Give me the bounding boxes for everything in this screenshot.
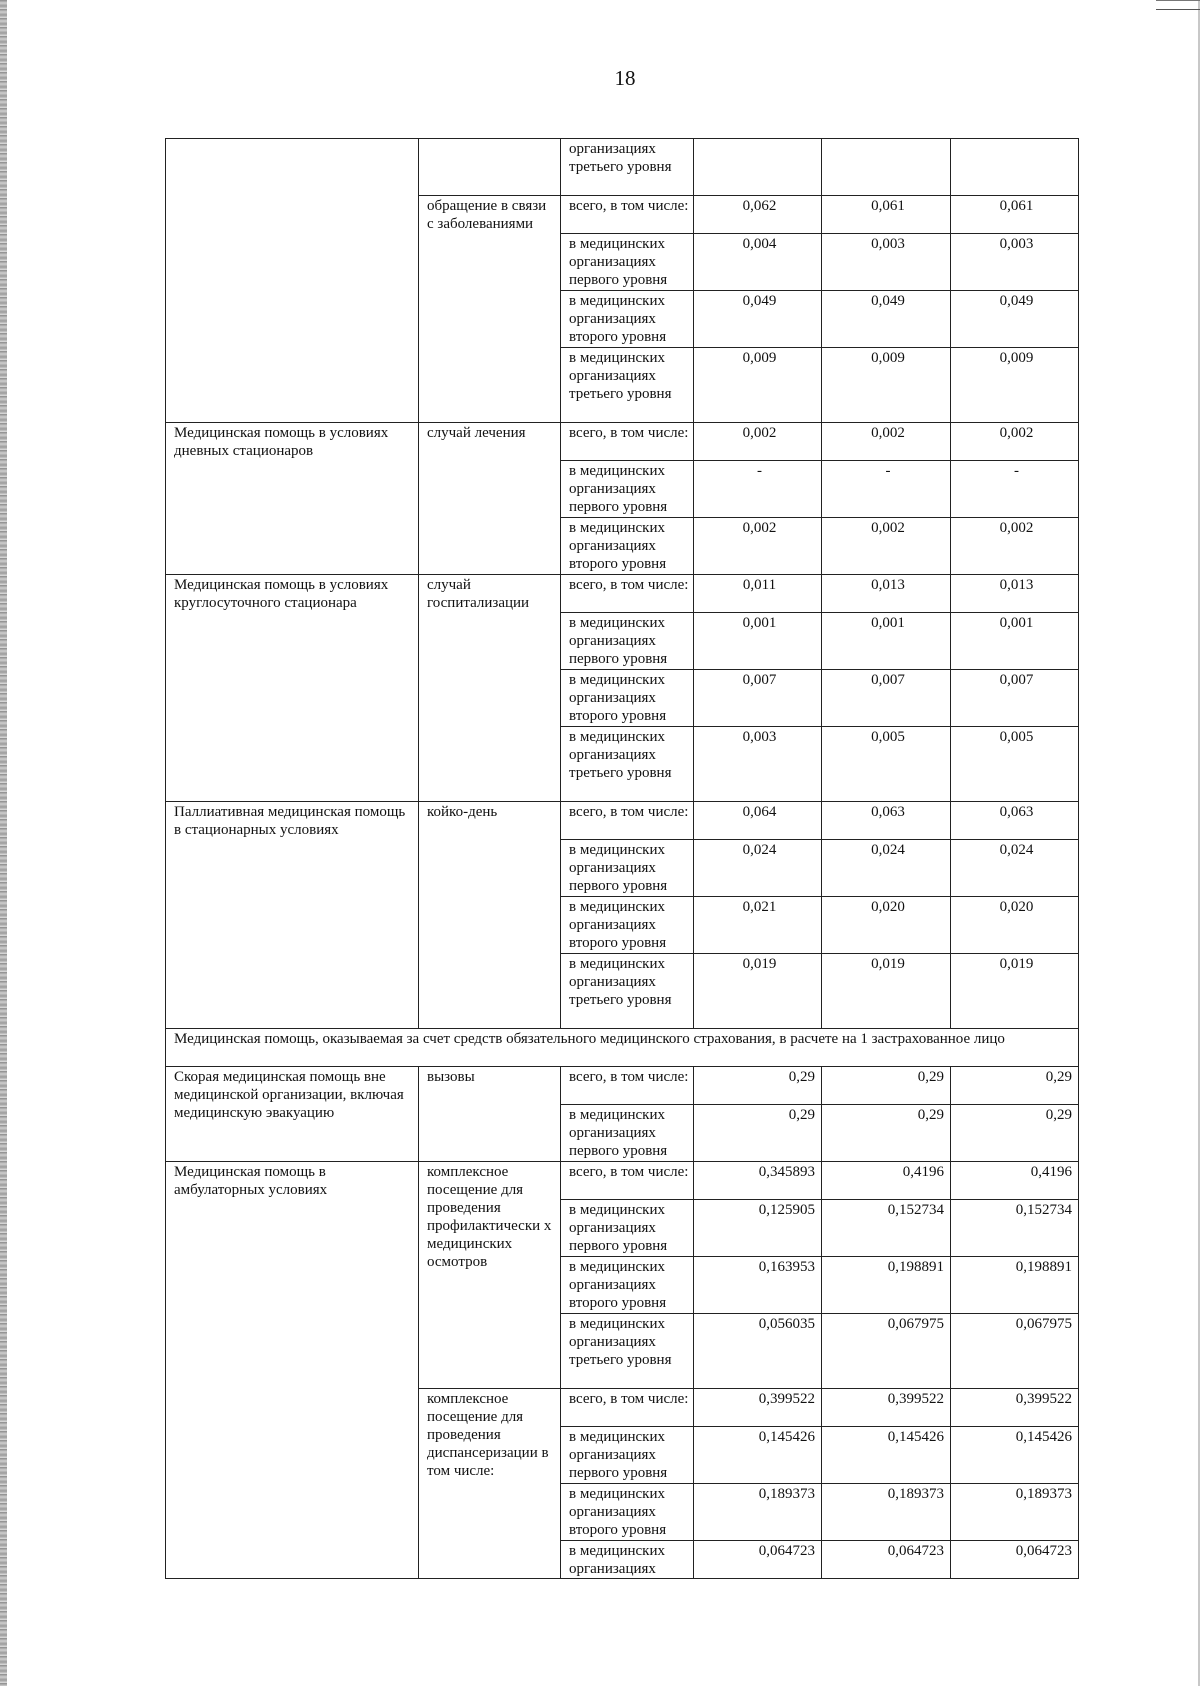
- value-cell: 0,345893: [694, 1162, 822, 1200]
- scan-edge-left: [0, 0, 7, 1686]
- page-number: 18: [614, 66, 636, 90]
- value-cell: 0,064723: [951, 1541, 1079, 1579]
- value-cell: 0,013: [822, 575, 951, 613]
- value-cell: 0,019: [694, 954, 822, 1029]
- value-cell: 0,062: [694, 196, 822, 234]
- text-cell: организациях третьего уровня: [561, 139, 694, 196]
- value-cell: 0,049: [951, 291, 1079, 348]
- table-row: [166, 1067, 1079, 1105]
- value-cell: 0,4196: [951, 1162, 1079, 1200]
- table-row: [166, 1162, 1079, 1200]
- value-cell: 0,29: [822, 1067, 951, 1105]
- text-cell: в медицинских организациях первого уровня: [561, 461, 694, 518]
- text-cell: в медицинских организациях третьего уровня: [561, 727, 694, 802]
- value-cell: 0,001: [951, 613, 1079, 670]
- value-cell: 0,067975: [951, 1314, 1079, 1389]
- text-cell: всего, в том числе:: [561, 423, 694, 461]
- value-cell: 0,163953: [694, 1257, 822, 1314]
- text-cell: Медицинская помощь в амбулаторных условиях: [166, 1162, 419, 1579]
- value-cell: 0,009: [694, 348, 822, 423]
- value-cell: 0,29: [694, 1067, 822, 1105]
- text-cell: комплексное посещение для проведения профилактически х медицинских осмотров: [419, 1162, 561, 1389]
- value-cell: 0,198891: [951, 1257, 1079, 1314]
- text-cell: в медицинских организациях третьего уровня: [561, 954, 694, 1029]
- text-cell: Медицинская помощь в условиях круглосуточного стационара: [166, 575, 419, 802]
- value-cell: 0,009: [951, 348, 1079, 423]
- value-cell: 0,198891: [822, 1257, 951, 1314]
- value-cell: 0,001: [822, 613, 951, 670]
- section-header-cell: Медицинская помощь, оказываемая за счет средств обязательного медицинского страхования, в расчете на 1 застрахованное лицо: [166, 1029, 1079, 1067]
- document-table: [165, 138, 1079, 1579]
- value-cell: 0,002: [822, 518, 951, 575]
- value-cell: 0,020: [822, 897, 951, 954]
- value-cell: [951, 139, 1079, 196]
- value-cell: 0,020: [951, 897, 1079, 954]
- text-cell: в медицинских организациях второго уровня: [561, 291, 694, 348]
- value-cell: 0,021: [694, 897, 822, 954]
- value-cell: 0,024: [694, 840, 822, 897]
- value-cell: 0,125905: [694, 1200, 822, 1257]
- value-cell: -: [822, 461, 951, 518]
- value-cell: 0,005: [822, 727, 951, 802]
- value-cell: 0,056035: [694, 1314, 822, 1389]
- value-cell: 0,064: [694, 802, 822, 840]
- text-cell: [166, 139, 419, 423]
- value-cell: 0,399522: [694, 1389, 822, 1427]
- value-cell: 0,019: [822, 954, 951, 1029]
- text-cell: в медицинских организациях второго уровня: [561, 670, 694, 727]
- value-cell: 0,007: [951, 670, 1079, 727]
- text-cell: комплексное посещение для проведения диспансеризации в том числе:: [419, 1389, 561, 1579]
- value-cell: 0,061: [822, 196, 951, 234]
- value-cell: -: [951, 461, 1079, 518]
- value-cell: 0,061: [951, 196, 1079, 234]
- value-cell: 0,003: [694, 727, 822, 802]
- value-cell: 0,145426: [694, 1427, 822, 1484]
- value-cell: 0,189373: [822, 1484, 951, 1541]
- value-cell: 0,007: [694, 670, 822, 727]
- table-row: [166, 802, 1079, 840]
- table-row: [166, 1029, 1079, 1067]
- text-cell: в медицинских организациях первого уровня: [561, 234, 694, 291]
- text-cell: в медицинских организациях первого уровня: [561, 613, 694, 670]
- value-cell: 0,002: [951, 518, 1079, 575]
- text-cell: в медицинских организациях второго уровня: [561, 1257, 694, 1314]
- value-cell: 0,004: [694, 234, 822, 291]
- value-cell: 0,29: [951, 1067, 1079, 1105]
- text-cell: вызовы: [419, 1067, 561, 1162]
- value-cell: 0,29: [822, 1105, 951, 1162]
- text-cell: в медицинских организациях первого уровня: [561, 1200, 694, 1257]
- value-cell: [694, 139, 822, 196]
- text-cell: случай лечения: [419, 423, 561, 575]
- text-cell: в медицинских организациях первого уровня: [561, 1105, 694, 1162]
- value-cell: 0,145426: [951, 1427, 1079, 1484]
- value-cell: 0,002: [694, 518, 822, 575]
- value-cell: 0,005: [951, 727, 1079, 802]
- value-cell: 0,189373: [694, 1484, 822, 1541]
- value-cell: 0,013: [951, 575, 1079, 613]
- text-cell: в медицинских организациях третьего уровня: [561, 348, 694, 423]
- table-row: [166, 575, 1079, 613]
- value-cell: 0,024: [822, 840, 951, 897]
- text-cell: в медицинских организациях второго уровня: [561, 518, 694, 575]
- scan-corner-mark: [1156, 0, 1200, 10]
- text-cell: всего, в том числе:: [561, 196, 694, 234]
- text-cell: в медицинских организациях второго уровня: [561, 897, 694, 954]
- value-cell: [822, 139, 951, 196]
- value-cell: 0,007: [822, 670, 951, 727]
- text-cell: случай госпитализации: [419, 575, 561, 802]
- table-row: [166, 423, 1079, 461]
- value-cell: 0,29: [694, 1105, 822, 1162]
- value-cell: 0,001: [694, 613, 822, 670]
- value-cell: 0,063: [951, 802, 1079, 840]
- value-cell: 0,002: [694, 423, 822, 461]
- text-cell: Медицинская помощь в условиях дневных стационаров: [166, 423, 419, 575]
- text-cell: в медицинских организациях: [561, 1541, 694, 1579]
- value-cell: 0,003: [822, 234, 951, 291]
- value-cell: 0,152734: [822, 1200, 951, 1257]
- value-cell: 0,002: [951, 423, 1079, 461]
- text-cell: всего, в том числе:: [561, 1389, 694, 1427]
- text-cell: обращение в связи с заболеваниями: [419, 196, 561, 423]
- text-cell: всего, в том числе:: [561, 802, 694, 840]
- value-cell: 0,29: [951, 1105, 1079, 1162]
- value-cell: 0,4196: [822, 1162, 951, 1200]
- value-cell: -: [694, 461, 822, 518]
- value-cell: 0,145426: [822, 1427, 951, 1484]
- text-cell: Скорая медицинская помощь вне медицинской организации, включая медицинскую эвакуацию: [166, 1067, 419, 1162]
- text-cell: [419, 139, 561, 196]
- text-cell: Паллиативная медицинская помощь в стационарных условиях: [166, 802, 419, 1029]
- value-cell: 0,049: [822, 291, 951, 348]
- text-cell: всего, в том числе:: [561, 1162, 694, 1200]
- value-cell: 0,011: [694, 575, 822, 613]
- value-cell: 0,019: [951, 954, 1079, 1029]
- value-cell: 0,152734: [951, 1200, 1079, 1257]
- text-cell: в медицинских организациях второго уровня: [561, 1484, 694, 1541]
- value-cell: 0,189373: [951, 1484, 1079, 1541]
- value-cell: 0,067975: [822, 1314, 951, 1389]
- value-cell: 0,064723: [694, 1541, 822, 1579]
- value-cell: 0,063: [822, 802, 951, 840]
- value-cell: 0,399522: [822, 1389, 951, 1427]
- value-cell: 0,399522: [951, 1389, 1079, 1427]
- text-cell: в медицинских организациях первого уровня: [561, 840, 694, 897]
- table-row: [166, 139, 1079, 196]
- text-cell: всего, в том числе:: [561, 575, 694, 613]
- value-cell: 0,003: [951, 234, 1079, 291]
- value-cell: 0,064723: [822, 1541, 951, 1579]
- text-cell: в медицинских организациях первого уровня: [561, 1427, 694, 1484]
- table-body: [166, 139, 1079, 1579]
- value-cell: 0,009: [822, 348, 951, 423]
- text-cell: всего, в том числе:: [561, 1067, 694, 1105]
- text-cell: койко-день: [419, 802, 561, 1029]
- value-cell: 0,024: [951, 840, 1079, 897]
- text-cell: в медицинских организациях третьего уровня: [561, 1314, 694, 1389]
- value-cell: 0,049: [694, 291, 822, 348]
- value-cell: 0,002: [822, 423, 951, 461]
